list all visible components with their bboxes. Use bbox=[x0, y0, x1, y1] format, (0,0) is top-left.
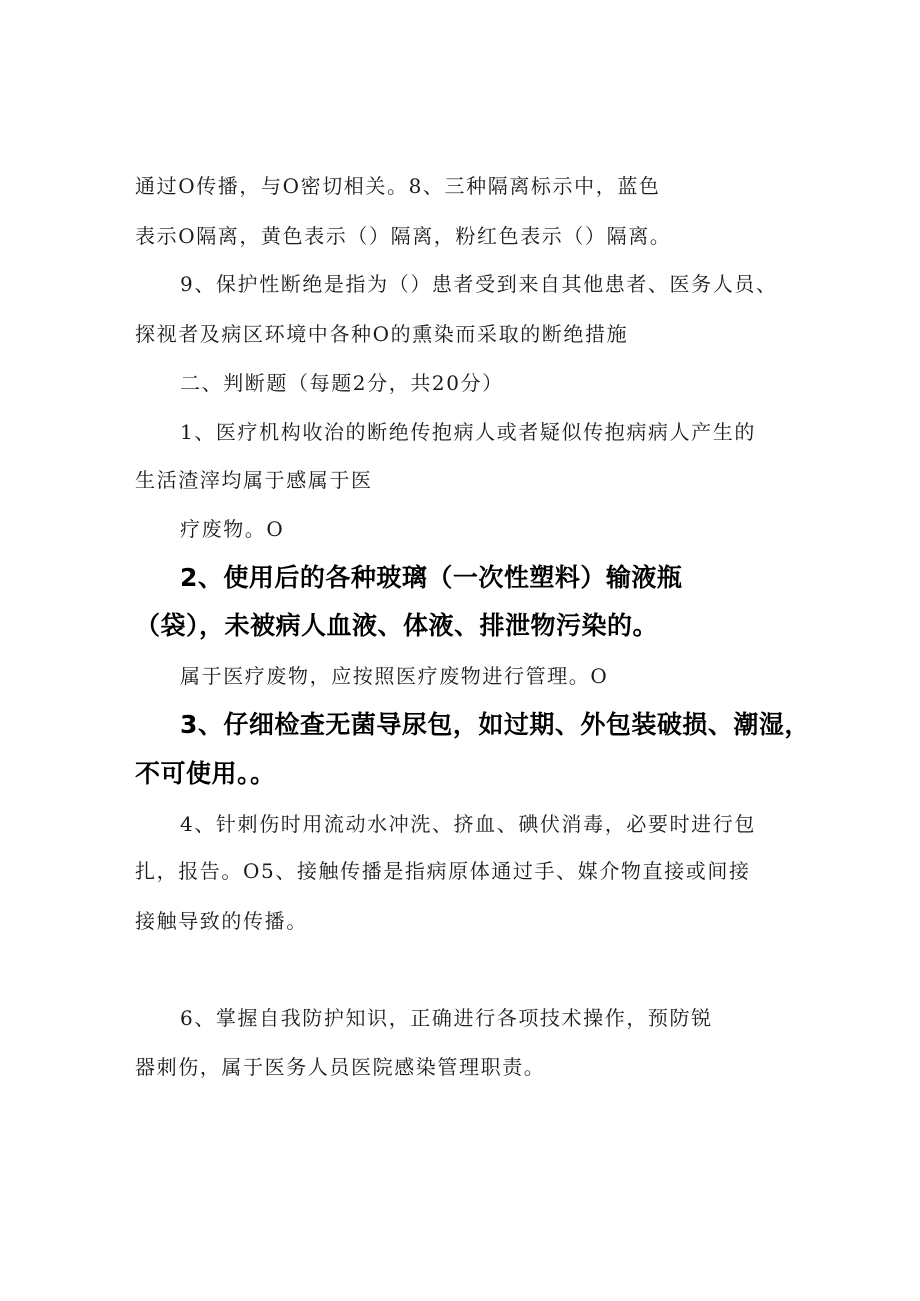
bold-line-4: 不可使用。。 bbox=[135, 759, 276, 788]
bold-line-1: 2、使用后的各种玻璃（一次性塑料）输液瓶 bbox=[180, 563, 683, 592]
text-line-4: 探视者及病区环境中各种O的熏染而采取的断绝措施 bbox=[135, 322, 629, 346]
text-line-6: 1、医疗机构收治的断绝传抱病人或者疑似传抱病病人产生的 bbox=[180, 420, 756, 444]
text-line-17: 6、掌握自我防护知识，正确进行各项技术操作，预防锐 bbox=[180, 1006, 713, 1030]
text-line-11: 属于医疗废物，应按照医疗废物进行管理。O bbox=[180, 664, 609, 688]
section-heading: 二、判断题（每题2分，共20分） bbox=[180, 371, 504, 395]
text-line-18: 器刺伤，属于医务人员医院感染管理职责。 bbox=[135, 1055, 546, 1079]
text-line-15: 扎，报告。O5、接触传播是指病原体通过手、媒介物直接或间接 bbox=[135, 859, 751, 883]
text-line-2: 表示O隔离，黄色表示（）隔离，粉红色表示（）隔离。 bbox=[135, 224, 672, 248]
bold-line-2: （袋），未被病人血液、体液、排泄物污染的。 bbox=[135, 611, 659, 640]
text-line-14: 4、针刺伤时用流动水冲洗、挤血、碘伏消毒，必要时进行包 bbox=[180, 812, 756, 836]
text-line-3: 9、保护性断绝是指为（）患者受到来自其他患者、医务人员、 bbox=[180, 272, 778, 296]
text-line-1: 通过O传播，与O密切相关。8、三种隔离标示中，蓝色 bbox=[135, 174, 661, 198]
text-line-7: 生活渣滓均属于感属于医 bbox=[135, 468, 373, 492]
bold-line-3: 3、仔细检查无菌导尿包，如过期、外包装破损、潮湿， bbox=[180, 710, 810, 739]
text-line-16: 接触导致的传播。 bbox=[135, 909, 308, 933]
text-line-8: 疗废物。O bbox=[180, 517, 285, 541]
